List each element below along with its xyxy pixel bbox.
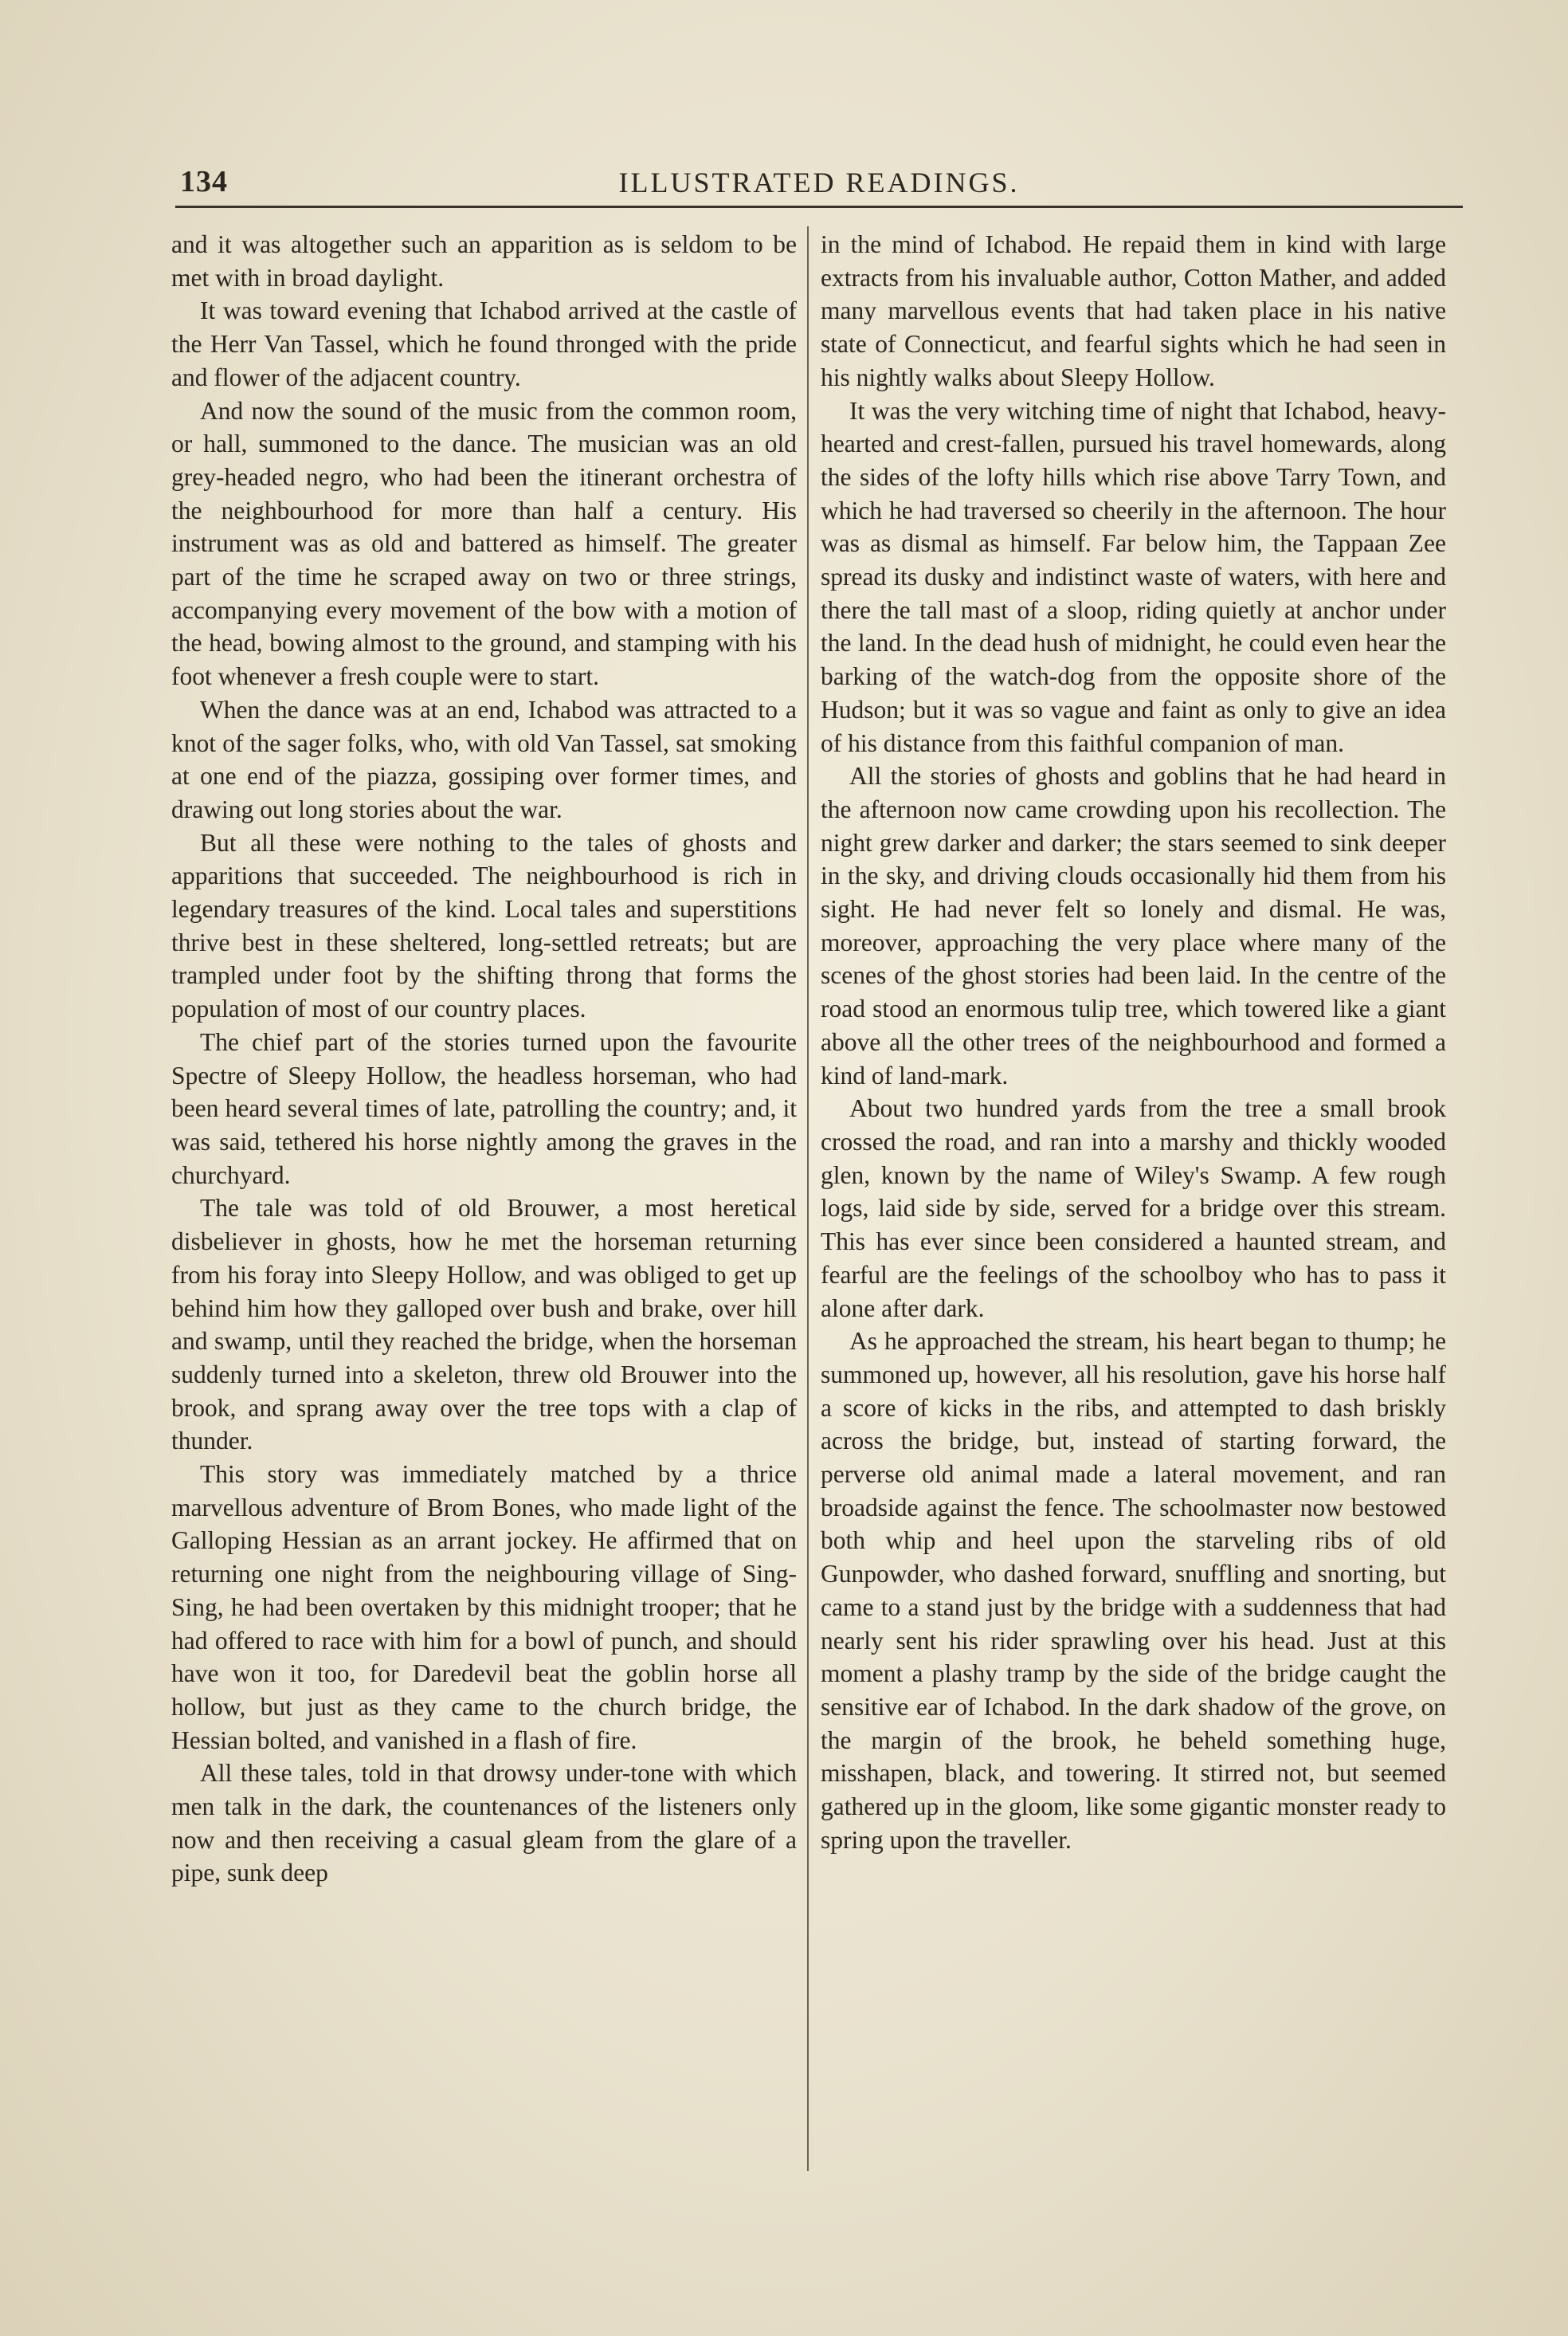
paragraph: All these tales, told in that drowsy under-tone with which men talk in the dark, the countenances of the listeners only now and then receiving a casual gleam from the glare of a pipe, sunk deep: [171, 1759, 797, 1887]
paragraph: As he approached the stream, his heart began to thump; he summoned up, however, all his resolution, gave his horse half a score of kicks in the ribs, and attempted to dash briskly across the bridge, but, instead of starting forward, the perverse old animal made a lateral movement, and ran broadside against the fence. The schoolmaster now bestowed both whip and heel upon the starveling ribs of old Gunpowder, who dashed forward, snuffling and snorting, but came to a stand just by the bridge with a suddenness that had nearly sent his rider sprawling over his head. Just at this moment a plashy tramp by the side of the bridge caught the sensitive ear of Ichabod. In the dark shadow of the grove, on the margin of the brook, he beheld something huge, misshapen, black, and towering. It stirred not, but seemed gathered up in the gloom, like some gigantic monster ready to spring upon the traveller.: [821, 1327, 1446, 1854]
left-column: [171, 228, 797, 2197]
right-column: [821, 228, 1446, 2197]
paragraph: About two hundred yards from the tree a small brook crossed the road, and ran into a marshy and thickly wooded glen, known by the name of Wiley's Swamp. A few rough logs, laid side by side, served for a bridge over this stream. This has ever since been considered a haunted stream, and fearful are the feelings of the schoolboy who has to pass it alone after dark.: [821, 1094, 1446, 1322]
header-rule: [175, 206, 1463, 208]
page-header: [175, 156, 1463, 201]
paragraph: The tale was told of old Brouwer, a most heretical disbeliever in ghosts, how he met the horseman returning from his foray into Sleepy Hollow, and was obliged to get up behind him how they galloped over bush and brake, over hill and swamp, until they reached the bridge, when the horseman suddenly turned into a skeleton, threw old Brouwer into the brook, and sprang away over the tree tops with a clap of thunder.: [171, 1194, 797, 1455]
page-number: 134: [180, 165, 228, 198]
paragraph: It was the very witching time of night that Ichabod, heavy-hearted and crest-fallen, pursued his travel homewards, along the sides of the lofty hills which rise above Tarry Town, and which he had traversed so cheerily in the afternoon. The hour was as dismal as himself. Far below him, the Tappaan Zee spread its dusky and indistinct waste of waters, with here and there the tall mast of a sloop, riding quietly at anchor under the land. In the dead hush of midnight, he could even hear the barking of the watch-dog from the opposite shore of the Hudson; but it was so vague and faint as only to give an idea of his distance from this faithful companion of man.: [821, 396, 1446, 757]
paragraph: When the dance was at an end, Ichabod was attracted to a knot of the sager folks, who, with old Van Tassel, sat smoking at one end of the piazza, gossiping over former times, and drawing out long stories about the war.: [171, 695, 797, 823]
running-title: ILLUSTRATED READINGS.: [618, 167, 1020, 198]
paragraph: But all these were nothing to the tales of ghosts and apparitions that succeeded. The neighbourhood is rich in legendary treasures of the kind. Local tales and superstitions thrive best in these sheltered, long-settled retreats; but are trampled under foot by the shifting throng that forms the population of most of our country places.: [171, 828, 797, 1023]
paragraph: And now the sound of the music from the common room, or hall, summoned to the dance. The musician was an old grey-headed negro, who had been the itinerant orchestra of the neighbourhood for more than half a century. His instrument was as old and battered as himself. The greater part of the time he scraped away on two or three strings, accompanying every movement of the bow with a motion of the head, bowing almost to the ground, and stamping with his foot whenever a fresh couple were to start.: [171, 396, 797, 691]
paragraph: All the stories of ghosts and goblins that he had heard in the afternoon now came crowding upon his recollection. The night grew darker and darker; the stars seemed to sink deeper in the sky, and driving clouds occasionally hid them from his sight. He had never felt so lonely and dismal. He was, moreover, approaching the very place where many of the scenes of the ghost stories had been laid. In the centre of the road stood an enormous tulip tree, which towered like a giant above all the other trees of the neighbourhood and formed a kind of land-mark.: [821, 762, 1446, 1089]
paragraph: This story was immediately matched by a thrice marvellous adventure of Brom Bones, who made light of the Galloping Hessian as an arrant jockey. He affirmed that on returning one night from the neighbouring village of Sing-Sing, he had been overtaken by this midnight trooper; that he had offered to race with him for a bowl of punch, and should have won it too, for Daredevil beat the goblin horse all hollow, but just as they came to the church bridge, the Hessian bolted, and vanished in a flash of fire.: [171, 1460, 797, 1754]
paragraph: The chief part of the stories turned upon the favourite Spectre of Sleepy Hollow, the headless horseman, who had been heard several times of late, patrolling the country; and, it was said, tethered his horse nightly among the graves in the churchyard.: [171, 1027, 797, 1189]
paragraph: and it was altogether such an apparition as is seldom to be met with in broad daylight.: [171, 230, 797, 292]
paragraph: It was toward evening that Ichabod arrived at the castle of the Herr Van Tassel, which he found thronged with the pride and flower of the adjacent country.: [171, 296, 797, 391]
paragraph: in the mind of Ichabod. He repaid them in kind with large extracts from his invaluable author, Cotton Mather, and added many marvellous events that had taken place in his native state of Connecticut, and fearful sights which he had seen in his nightly walks about Sleepy Hollow.: [821, 230, 1446, 391]
column-divider: [807, 226, 809, 2171]
